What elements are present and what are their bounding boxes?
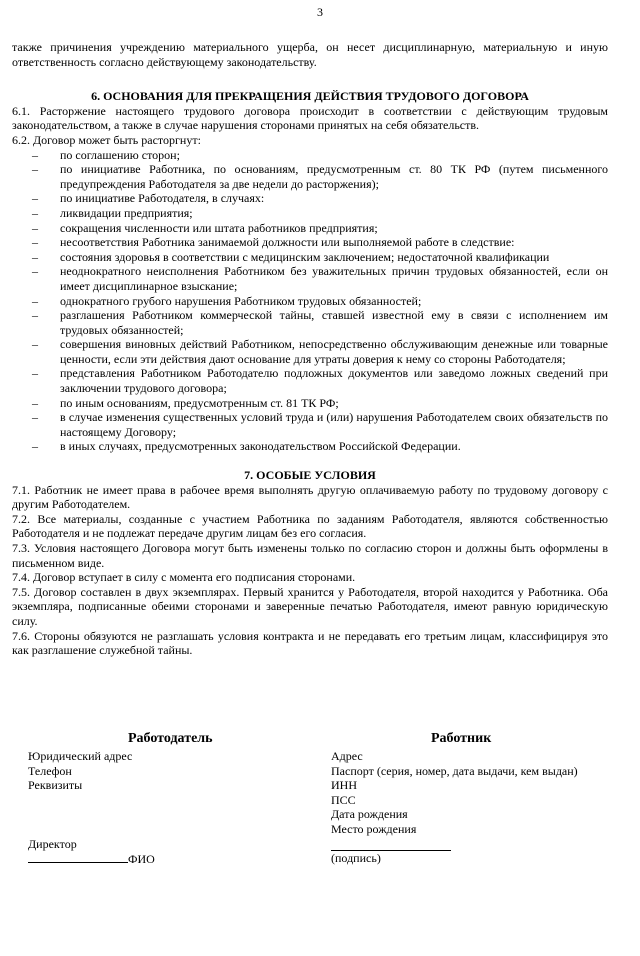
dash-marker: – bbox=[32, 235, 38, 250]
dash-marker: – bbox=[32, 249, 38, 264]
section-7-paragraph: 7.4. Договор вступает в силу с момента его подписания сторонами. bbox=[12, 570, 356, 585]
signature-underline bbox=[28, 851, 128, 863]
section-7-title: 7. ОСОБЫЕ УСЛОВИЯ bbox=[244, 468, 376, 483]
list-item bbox=[12, 366, 608, 395]
list-item-text: несоответствия Работника занимаемой должности или выполняемой работе в следствие: bbox=[60, 235, 515, 250]
list-item bbox=[12, 235, 608, 250]
employee-birth-date: Дата рождения bbox=[331, 807, 408, 822]
list-item-text: по инициативе Работодателя, в случаях: bbox=[60, 191, 265, 206]
list-item-text: состояния здоровья в соответствии с медицинским заключением; недостаточной квалификации bbox=[60, 249, 550, 264]
employee-address: Адрес bbox=[331, 749, 363, 763]
employee-pss: ПСС bbox=[331, 792, 356, 807]
list-item-text: однократного грубого нарушения Работником трудовых обязанностей; bbox=[60, 293, 422, 308]
dash-marker: – bbox=[32, 410, 38, 425]
employee-birth-place: Место рождения bbox=[331, 821, 417, 836]
list-item bbox=[12, 337, 608, 366]
employer-column bbox=[28, 731, 308, 867]
dash-marker: – bbox=[32, 395, 38, 410]
dash-marker: – bbox=[32, 147, 38, 162]
signature-block bbox=[0, 731, 640, 891]
list-item-text: разглашения Работником коммерческой тайны, ставшей известной ему в связи с исполнением им трудовых обязанностей; bbox=[60, 308, 608, 337]
section-7-paragraph: 7.6. Стороны обязуются не разглашать условия контракта и не передавать его третьим лицам, классифицируя это как разглашение служебной тайны. bbox=[12, 628, 608, 658]
list-item bbox=[12, 264, 608, 293]
list-item bbox=[12, 206, 608, 221]
employer-signature-line bbox=[28, 851, 308, 867]
employer-fio: ФИО bbox=[128, 852, 155, 867]
dash-marker: – bbox=[32, 220, 38, 235]
dash-marker: – bbox=[32, 337, 38, 352]
employer-legal-address: Юридический адрес bbox=[28, 749, 133, 763]
section-7-paragraph: 7.1. Работник не имеет права в рабочее время выполнять другую оплачиваемую работу по трудовому договору с другим Работодателем. bbox=[12, 482, 608, 512]
section-7-paragraph: 7.2. Все материалы, созданные с участием Работника по заданиям Работодателя, являются собственностью Работодателя и не подлежат передаче другим лицам без его согласия. bbox=[12, 511, 608, 541]
signature-underline bbox=[331, 837, 451, 851]
employee-inn: ИНН bbox=[331, 778, 357, 793]
employer-director: Директор bbox=[28, 836, 77, 851]
list-item-text: по иным основаниям, предусмотренным ст. 81 ТК РФ; bbox=[60, 395, 339, 410]
document-body bbox=[12, 40, 608, 658]
dash-marker: – bbox=[32, 439, 38, 454]
spacer bbox=[28, 793, 308, 837]
section-6-paragraph-1: 6.1. Расторжение настоящего трудового договора происходит в соответствии с действующим трудовым законодательством, а также в случае нарушения сторонами принятых на себя обязательств. bbox=[12, 103, 608, 133]
section-7-paragraph: 7.5. Договор составлен в двух экземплярах. Первый хранится у Работодателя, второй находится у Работника. Оба экземпляра, подписанные обеими сторонами и заверенные печатью Работодателя, имеют равную юридическую силу. bbox=[12, 584, 608, 628]
list-item-text: по соглашению сторон; bbox=[60, 147, 180, 162]
list-item bbox=[12, 250, 608, 265]
list-item bbox=[12, 148, 608, 163]
list-item-text: неоднократного неисполнения Работником без уважительных причин трудовых обязанностей, если он имеет дисциплинарное взыскание; bbox=[60, 264, 608, 293]
employee-heading: Работник bbox=[431, 731, 492, 746]
list-item-text: представления Работником Работодателю подложных документов или заведомо ложных сведений при заключении трудового договора; bbox=[60, 366, 608, 396]
list-item bbox=[12, 308, 608, 337]
list-item-text: в случае изменения существенных условий труда и (или) нарушения Работодателем своих обязательств по настоящему Договору; bbox=[60, 410, 608, 439]
list-item bbox=[12, 439, 608, 454]
list-item bbox=[12, 221, 608, 236]
dash-marker: – bbox=[32, 308, 38, 323]
employer-phone: Телефон bbox=[28, 763, 72, 778]
dash-marker: – bbox=[32, 366, 38, 381]
employer-requisites: Реквизиты bbox=[28, 778, 83, 793]
employee-signature-caption: (подпись) bbox=[331, 850, 381, 865]
list-item-text: сокращения численности или штата работников предприятия; bbox=[60, 220, 378, 235]
list-item bbox=[12, 410, 608, 439]
dash-marker: – bbox=[32, 293, 38, 308]
list-item bbox=[12, 162, 608, 191]
list-item bbox=[12, 191, 608, 206]
section-7-paragraph: 7.3. Условия настоящего Договора могут быть изменены только по согласию сторон и должны быть оформлены в письменном виде. bbox=[12, 541, 608, 570]
list-item bbox=[12, 396, 608, 411]
employer-heading: Работодатель bbox=[128, 731, 213, 746]
dash-marker: – bbox=[32, 191, 38, 206]
dash-marker: – bbox=[32, 264, 38, 279]
list-item bbox=[12, 294, 608, 309]
employee-column bbox=[331, 731, 591, 865]
list-item-text: в иных случаях, предусмотренных законодательством Российской Федерации. bbox=[60, 439, 461, 454]
dash-marker: – bbox=[32, 205, 38, 220]
list-item-text: совершения виновных действий Работником, непосредственно обслуживающим денежные или товарные ценности, если эти действия дают основание для утраты доверия к нему со стороны Работодателя; bbox=[60, 337, 608, 366]
intro-paragraph: также причинения учреждению материального ущерба, он несет дисциплинарную, материальную и иную ответственность согласно действующему законодательству. bbox=[12, 40, 608, 69]
termination-list bbox=[12, 148, 608, 454]
page-number: 3 bbox=[317, 5, 323, 19]
list-item-text: ликвидации предприятия; bbox=[60, 205, 193, 220]
list-item-text: по инициативе Работника, по основаниям, предусмотренным ст. 80 ТК РФ (путем письменного предупреждения Работодателя за две недели до расторжения); bbox=[60, 162, 608, 191]
section-6-title: 6. ОСНОВАНИЯ ДЛЯ ПРЕКРАЩЕНИЯ ДЕЙСТВИЯ ТРУДОВОГО ДОГОВОРА bbox=[91, 89, 529, 104]
employee-passport: Паспорт (серия, номер, дата выдачи, кем выдан) bbox=[331, 763, 578, 778]
section-6-paragraph-2: 6.2. Договор может быть расторгнут: bbox=[12, 132, 201, 147]
dash-marker: – bbox=[32, 162, 38, 177]
